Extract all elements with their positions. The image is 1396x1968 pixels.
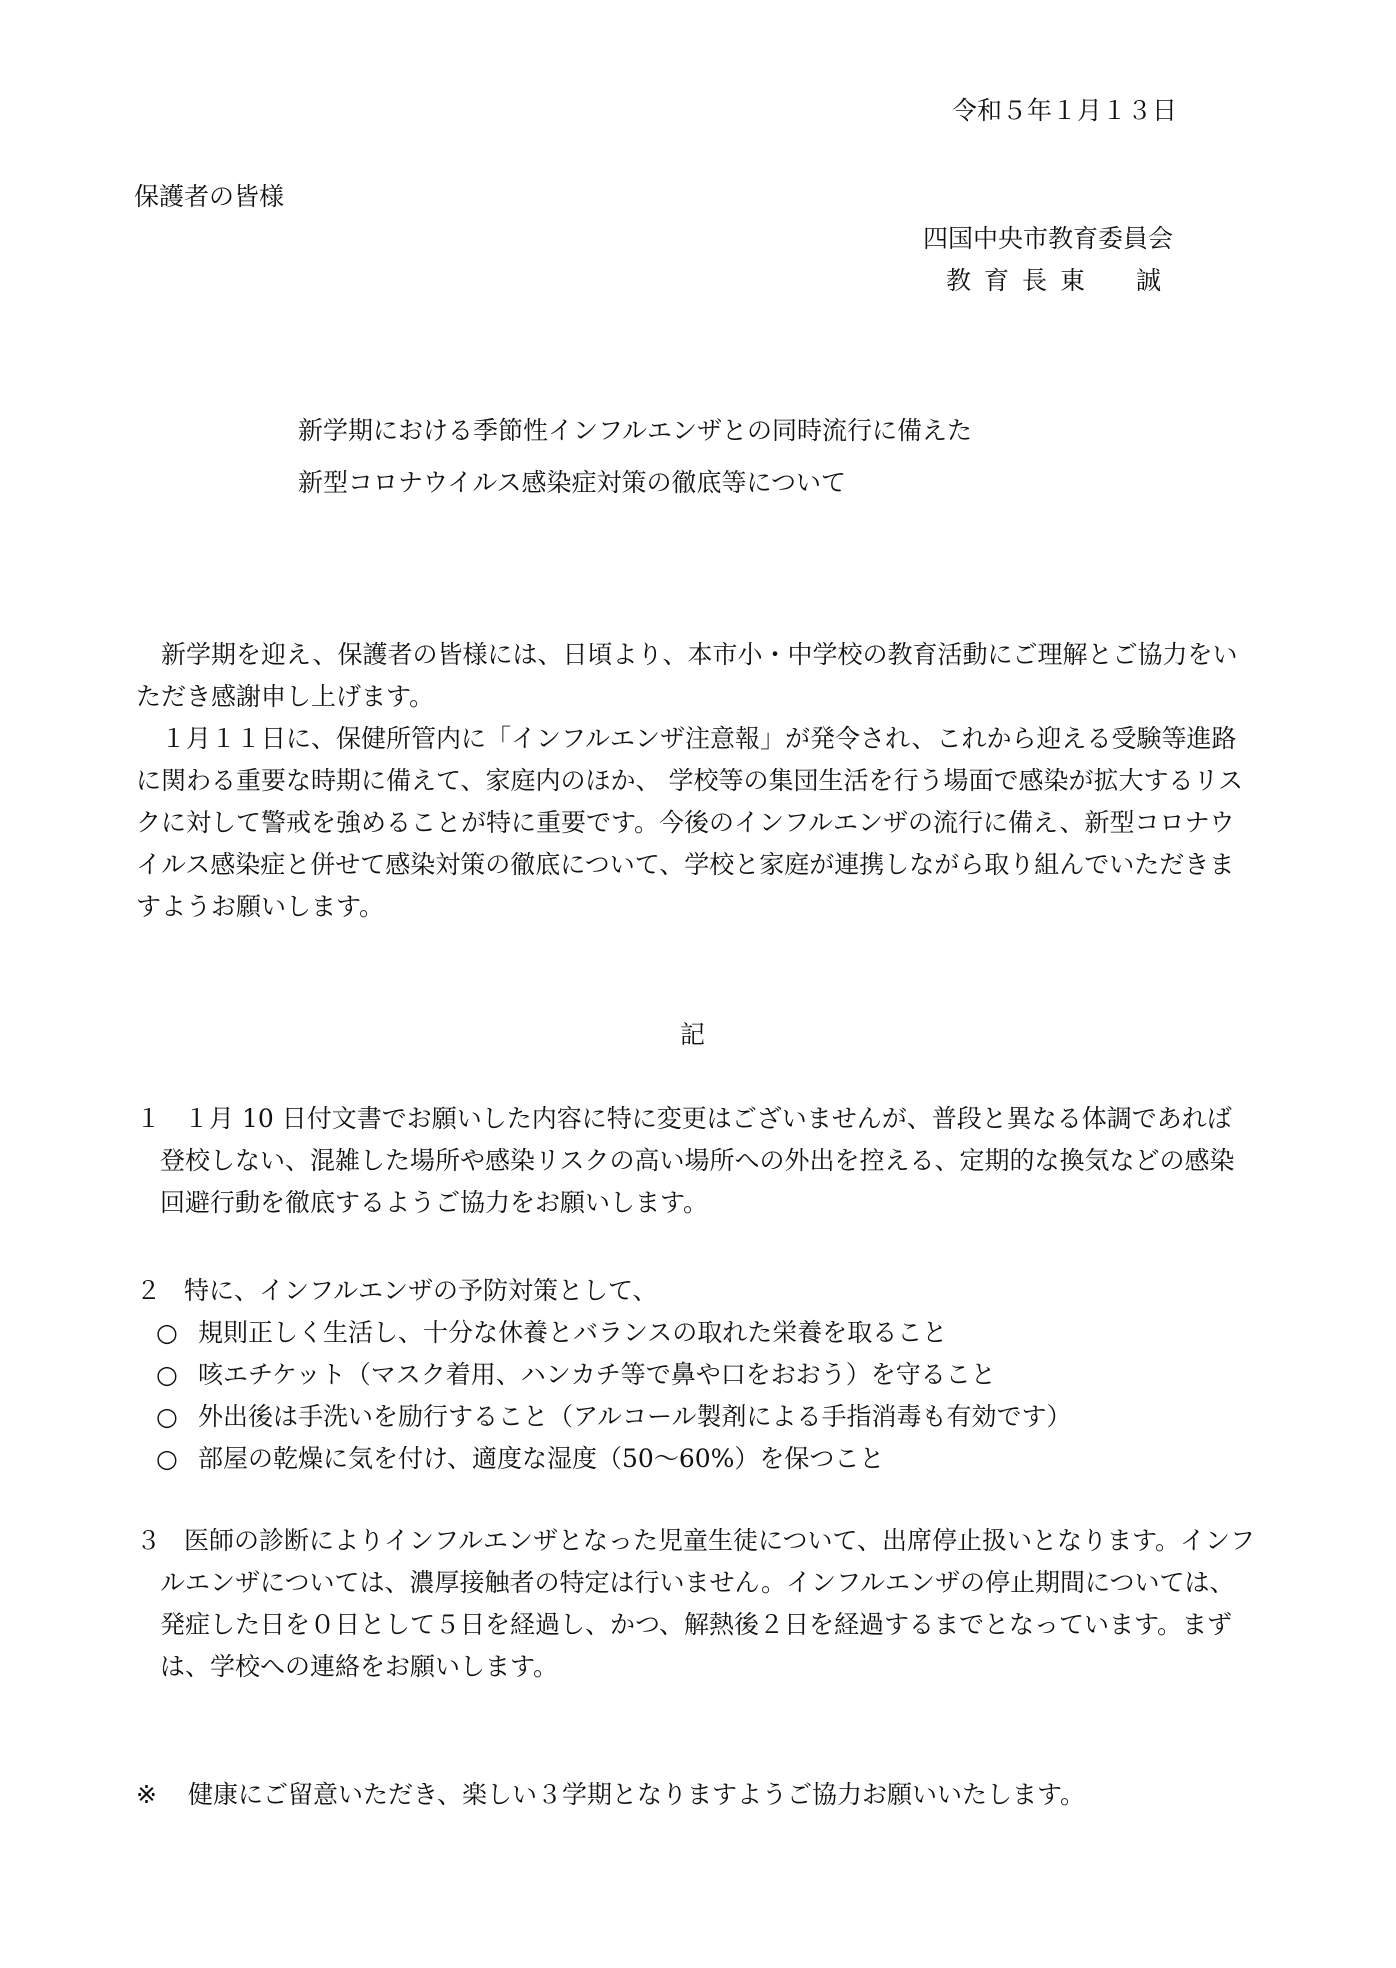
bullet-item	[156, 1438, 1072, 1480]
issuing-organization: 四国中央市教育委員会	[923, 224, 1174, 253]
list-item-1	[136, 1098, 1256, 1224]
list-item-2	[136, 1270, 1256, 1312]
bullet-item	[156, 1312, 1072, 1354]
bullet-item	[156, 1396, 1072, 1438]
reference-mark-icon: ※	[136, 1780, 157, 1809]
body-paragraph-2	[136, 718, 1256, 928]
bullet-text: 部屋の乾燥に気を付け、適度な湿度（50～60%）を保つこと	[198, 1444, 885, 1473]
closing-note-text: 健康にご留意いただき、楽しい３学期となりますようご協力お願いいたします。	[188, 1780, 1086, 1809]
bullet-text: 外出後は手洗いを励行すること（アルコール製剤による手指消毒も有効です）	[198, 1402, 1072, 1431]
body-paragraph-2-text: １月１１日に、保健所管内に「インフルエンザ注意報」が発令され、これから迎える受験等進路に関わる重要な時期に備えて、家庭内のほか、 学校等の集団生活を行う場面で感染が拡大するリスクに対して警戒を強めることが特に重要です。今後のインフルエンザの流行に備え、新型コロナウイルス感染症と併せて感染対策の徹底について、学校と家庭が連携しながら取り組んでいただきますようお願いします。	[136, 724, 1243, 921]
prevention-bullet-list	[156, 1312, 1072, 1480]
circle-bullet-icon: ○	[156, 1444, 178, 1473]
list-item-text: 特に、インフルエンザの予防対策として、	[184, 1276, 658, 1305]
list-item-3	[136, 1520, 1256, 1688]
list-item-text: 医師の診断によりインフルエンザとなった児童生徒について、出席停止扱いとなります。インフルエンザについては、濃厚接触者の特定は行いません。インフルエンザの停止期間については、発症した日を０日として５日を経過し、かつ、解熱後２日を経過するまでとなっています。まずは、学校への連絡をお願いします。	[160, 1526, 1256, 1681]
body-paragraph-1	[136, 634, 1256, 718]
document-date: 令和５年１月１３日	[952, 96, 1178, 125]
bullet-text: 規則正しく生活し、十分な休養とバランスの取れた栄養を取ること	[198, 1318, 948, 1347]
document-title-line-2: 新型コロナウイルス感染症対策の徹底等について	[298, 468, 847, 497]
circle-bullet-icon: ○	[156, 1318, 178, 1347]
addressee: 保護者の皆様	[134, 182, 285, 211]
bullet-item	[156, 1354, 1072, 1396]
list-item-number: １	[136, 1104, 162, 1133]
document-title-line-1: 新学期における季節性インフルエンザとの同時流行に備えた	[298, 416, 973, 445]
bullet-text: 咳エチケット（マスク着用、ハンカチ等で鼻や口をおおう）を守ること	[198, 1360, 996, 1389]
list-item-number: ３	[136, 1526, 162, 1555]
list-item-number: ２	[136, 1276, 162, 1305]
closing-note	[136, 1782, 1085, 1807]
body-paragraph-1-text: 新学期を迎え、保護者の皆様には、日頃より、本市小・中学校の教育活動にご理解とご協力をいただき感謝申し上げます。	[136, 640, 1238, 711]
author-name: 教育長東 誠	[946, 266, 1175, 295]
ki-label: 記	[680, 1020, 706, 1049]
list-item-text: １月 10 日付文書でお願いした内容に特に変更はございませんが、普段と異なる体調であれば登校しない、混雑した場所や感染リスクの高い場所への外出を控える、定期的な換気などの感染回避行動を徹底するようご協力をお願いします。	[160, 1104, 1235, 1217]
circle-bullet-icon: ○	[156, 1360, 178, 1389]
circle-bullet-icon: ○	[156, 1402, 178, 1431]
